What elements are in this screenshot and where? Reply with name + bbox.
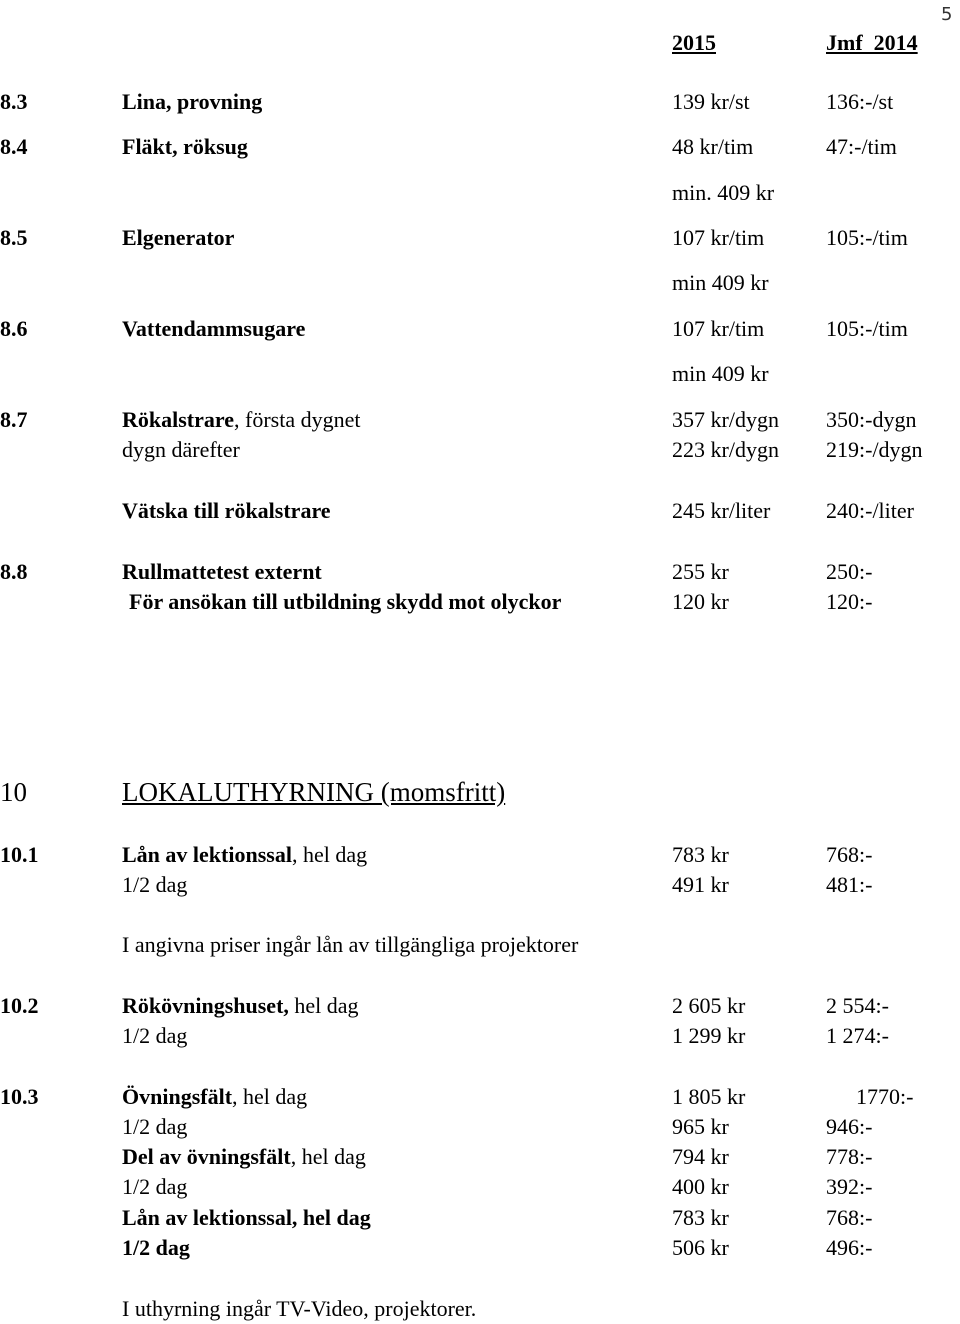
item-label: Rullmattetest externt (122, 559, 322, 584)
sub-item-label: dygn därefter (122, 437, 240, 462)
minimum-charge: min. 409 kr (672, 180, 775, 205)
item-label-rest: , första dygnet (234, 407, 361, 432)
item-label-bold: Lån av lektionssal (122, 842, 292, 867)
price-2014: 1770:- (856, 1084, 914, 1109)
section-number: 10 (0, 777, 27, 807)
sub-item-label: Lån av lektionssal, hel dag (122, 1205, 371, 1230)
item-number: 8.6 (0, 316, 28, 341)
price-2015: 491 kr (672, 872, 729, 897)
price-2014: 240:-/liter (826, 498, 914, 523)
price-2015: 223 kr/dygn (672, 437, 779, 462)
price-2015: 107 kr/tim (672, 316, 765, 341)
price-2014: 47:-/tim (826, 134, 897, 159)
price-2015: 965 kr (672, 1114, 729, 1139)
price-2015: 1 805 kr (672, 1084, 746, 1109)
price-2014: 250:- (826, 559, 873, 584)
note-text: I uthyrning ingår TV-Video, projektorer. (122, 1296, 477, 1321)
item-label-rest: hel dag (288, 993, 359, 1018)
item-number: 8.4 (0, 134, 28, 159)
item-label (122, 842, 367, 868)
column-header-2015: 2015 (672, 30, 716, 55)
item-label (122, 993, 359, 1019)
price-2015: 255 kr (672, 559, 729, 584)
item-number: 8.5 (0, 225, 28, 250)
item-label-bold: Rökalstrare (122, 407, 235, 432)
column-header-jmf-2014: Jmf 2014 (826, 30, 918, 55)
price-2014: 946:- (826, 1114, 873, 1139)
note-text: I angivna priser ingår lån av tillgängliga projektorer (122, 932, 579, 957)
sub-item-label (122, 1144, 366, 1170)
price-2014: 105:-/tim (826, 225, 908, 250)
price-2014: 496:- (826, 1235, 873, 1260)
price-2014: 392:- (826, 1174, 873, 1199)
page-number: 5 (941, 4, 953, 25)
item-label-bold: Rökövningshuset, (122, 993, 289, 1018)
price-2014: 768:- (826, 1205, 873, 1230)
price-2014: 778:- (826, 1144, 873, 1169)
price-2015: 2 605 kr (672, 993, 746, 1018)
price-2015: 783 kr (672, 842, 729, 867)
price-2015: 357 kr/dygn (672, 407, 779, 432)
item-label: Vattendammsugare (122, 316, 306, 341)
price-2015: 400 kr (672, 1174, 729, 1199)
price-2014: 136:-/st (826, 89, 894, 114)
item-number: 8.8 (0, 559, 28, 584)
price-2014: 219:-/dygn (826, 437, 923, 462)
sub-item-label: 1/2 dag (122, 1235, 190, 1260)
price-2015: 506 kr (672, 1235, 729, 1260)
price-2015: 139 kr/st (672, 89, 750, 114)
price-2014: 2 554:- (826, 993, 889, 1018)
sub-item-label: 1/2 dag (122, 1023, 188, 1048)
item-label-rest: , hel dag (291, 842, 368, 867)
item-number: 10.3 (0, 1084, 39, 1109)
item-label: Lina, provning (122, 89, 263, 114)
price-2014: 1 274:- (826, 1023, 889, 1048)
price-2015: 783 kr (672, 1205, 729, 1230)
price-2015: 794 kr (672, 1144, 729, 1169)
item-label-bold: Del av övningsfält (122, 1144, 291, 1169)
price-2015: 120 kr (672, 589, 729, 614)
item-label: Elgenerator (122, 225, 235, 250)
item-number: 10.2 (0, 993, 39, 1018)
price-2014: 481:- (826, 872, 873, 897)
price-2014: 350:-dygn (826, 407, 917, 432)
item-number: 10.1 (0, 842, 39, 867)
section-title: LOKALUTHYRNING (momsfritt) (122, 777, 506, 807)
price-2015: 107 kr/tim (672, 225, 765, 250)
price-2015: 1 299 kr (672, 1023, 746, 1048)
price-2015: 48 kr/tim (672, 134, 754, 159)
price-2014: 120:- (826, 589, 873, 614)
minimum-charge: min 409 kr (672, 361, 769, 386)
item-label-rest: , hel dag (290, 1144, 366, 1169)
sub-item-label: 1/2 dag (122, 1174, 188, 1199)
item-number: 8.7 (0, 407, 28, 432)
price-2015: 245 kr/liter (672, 498, 771, 523)
minimum-charge: min 409 kr (672, 270, 769, 295)
item-label: Vätska till rökalstrare (122, 498, 331, 523)
item-number: 8.3 (0, 89, 28, 114)
price-2014: 105:-/tim (826, 316, 908, 341)
item-label-bold: Övningsfält (122, 1084, 233, 1109)
sub-item-label: För ansökan till utbildning skydd mot olyckor (129, 589, 562, 614)
item-label-rest: , hel dag (232, 1084, 308, 1109)
sub-item-label: 1/2 dag (122, 1114, 188, 1139)
item-label (122, 407, 361, 433)
item-label: Fläkt, röksug (122, 134, 248, 159)
sub-item-label: 1/2 dag (122, 872, 188, 897)
price-2014: 768:- (826, 842, 873, 867)
item-label (122, 1084, 307, 1110)
